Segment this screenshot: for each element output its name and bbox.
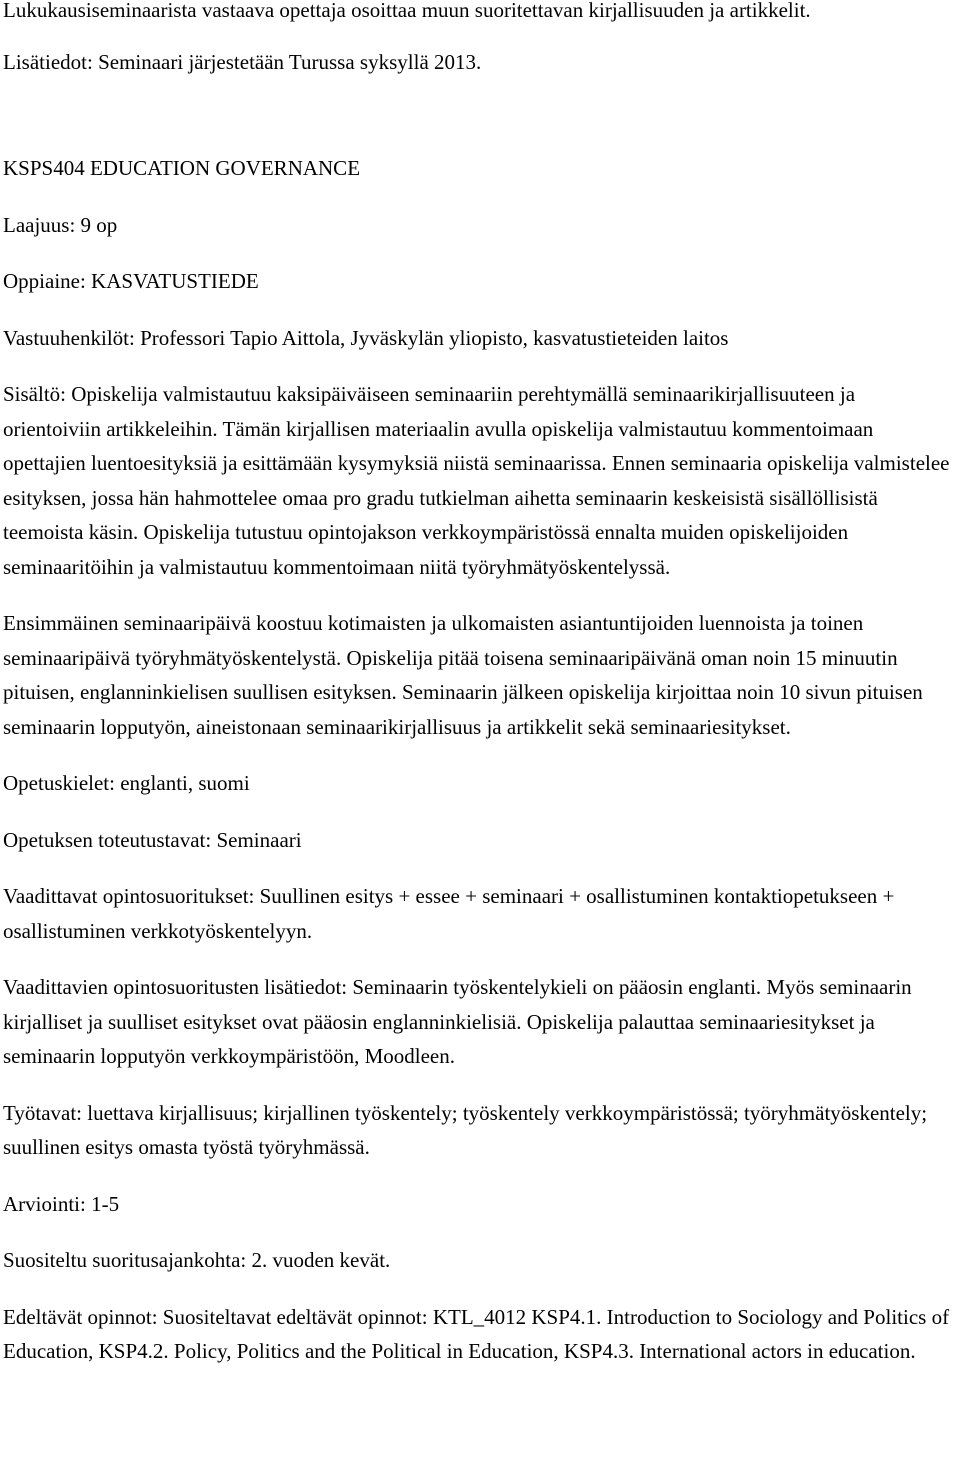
course-requirements-info: Vaadittavien opintosuoritusten lisätiedot: Seminaarin työskentelykieli on pääosin englanti. Myös seminaarin kirjalliset ja suulliset esitykset ovat pääosin englanninkielisiä. Opiskelija palauttaa seminaariesitykset ja seminaarin lopputyön verkkoympäristöön, Moodleen. xyxy=(3,975,912,1068)
course-work-methods: Työtavat: luettava kirjallisuus; kirjallinen työskentely; työskentely verkkoympäristössä; työryhmätyöskentely; suullinen esitys omasta työstä työryhmässä. xyxy=(3,1100,928,1159)
intro-paragraph: Lukukausiseminaarista vastaava opettaja osoittaa muun suoritettavan kirjallisuuden ja artikkelit. xyxy=(3,0,811,22)
course-credits: Laajuus: 9 op xyxy=(3,212,118,237)
course-grading: Arviointi: 1-5 xyxy=(3,1191,120,1216)
course-requirements: Vaadittavat opintosuoritukset: Suullinen esitys + essee + seminaari + osallistuminen kontaktiopetukseen + osallistuminen verkkotyöskentelyyn. xyxy=(3,884,895,943)
course-title: KSPS404 EDUCATION GOVERNANCE xyxy=(3,156,361,180)
course-responsible: Vastuuhenkilöt: Professori Tapio Aittola, Jyväskylän yliopisto, kasvatustieteiden laitos xyxy=(3,325,729,350)
course-timing: Suositeltu suoritusajankohta: 2. vuoden kevät. xyxy=(3,1248,391,1272)
course-content-days: Ensimmäinen seminaaripäivä koostuu kotimaisten ja ulkomaisten asiantuntijoiden luennoista ja toinen seminaaripäivä työryhmätyöskentelystä. Opiskelija pitää toisena seminaaripäivänä oman noin 15 minuutin pituisen, englanninkielisen suullisen esityksen. Seminaarin jälkeen opiskelija kirjoittaa noin 10 sivun pituisen seminaarin lopputyön, aineistonaan seminaarikirjallisuus ja artikkelit sekä seminaariesitykset. xyxy=(3,611,923,739)
course-prerequisites: Edeltävät opinnot: Suositeltavat edeltävät opinnot: KTL_4012 KSP4.1. Introduction to Sociology and Politics of Education, KSP4.2. Policy, Politics and the Political in Education, KSP4.3. International actors in education. xyxy=(3,1304,950,1363)
course-languages: Opetuskielet: englanti, suomi xyxy=(3,771,250,795)
course-subject: Oppiaine: KASVATUSTIEDE xyxy=(3,269,259,293)
document-page xyxy=(3,0,958,1369)
course-content: Sisältö: Opiskelija valmistautuu kaksipäiväiseen seminaariin perehtymällä seminaarikirjallisuuteen ja orientoiviin artikkeleihin. Tämän kirjallisen materiaalin avulla opiskelija valmistautuu kommentoimaan opettajien luentoesityksiä ja esittämään kysymyksiä niistä seminaarissa. Ennen seminaaria opiskelija valmistelee esityksen, jossa hän hahmottelee omaa pro gradu tutkielman aihetta seminaarin keskeisistä sisällöllisistä teemoista käsin. Opiskelija tutustuu opintojakson verkkoympäristössä ennalta muiden opiskelijoiden seminaaritöihin ja valmistautuu kommentoimaan niitä työryhmätyöskentelyssä. xyxy=(3,382,950,579)
intro-info: Lisätiedot: Seminaari järjestetään Turussa syksyllä 2013. xyxy=(3,49,482,74)
course-methods: Opetuksen toteutustavat: Seminaari xyxy=(3,827,302,852)
